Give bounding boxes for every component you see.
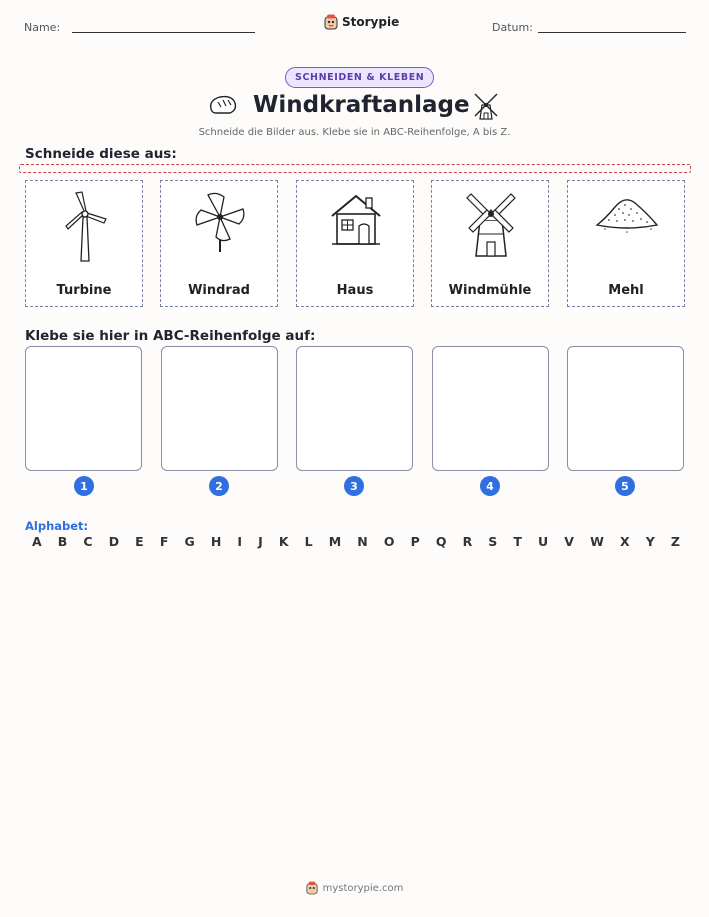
storypie-mascot-icon [306,881,318,895]
cut-card-turbine[interactable] [25,180,143,307]
house-icon [330,192,382,246]
cut-card-mehl[interactable] [567,180,685,307]
wind-turbine-icon [62,191,108,263]
letter: L [304,534,313,549]
cut-line [19,164,691,173]
card-label: Windmühle [448,283,532,298]
card-label: Windrad [188,283,250,298]
windmill-title-icon [472,91,500,121]
page-title: Windkraftanlage [253,92,470,118]
slot-number-3: 3 [344,476,364,496]
paste-slot-2[interactable] [161,346,278,471]
flour-pile-icon [595,195,659,235]
footer [0,881,709,895]
letter: E [135,534,144,549]
date-label: Datum: [492,21,533,34]
storypie-mascot-icon [324,14,338,30]
cut-card-windmuehle[interactable] [431,180,549,307]
name-field[interactable] [72,32,255,33]
instructions: Schneide die Bilder aus. Klebe sie in ABC-Reihenfolge, A bis Z. [198,127,511,138]
alphabet-row [32,534,680,549]
letter: J [258,534,263,549]
cut-card-windrad[interactable] [160,180,278,307]
paste-slot-3[interactable] [296,346,413,471]
letter: N [357,534,368,549]
letter: X [619,534,630,549]
footer-url[interactable]: mystorypie.com [322,882,404,894]
windmill-icon [463,190,519,258]
letter: D [108,534,120,549]
letter: M [328,534,342,549]
letter: Y [645,534,655,549]
letter: W [590,534,604,549]
letter: U [538,534,549,549]
date-field[interactable] [538,32,686,33]
slot-number-4: 4 [480,476,500,496]
letter: G [184,534,195,549]
letter: F [159,534,169,549]
cut-card-haus[interactable] [296,180,414,307]
card-label: Haus [336,283,374,298]
name-label: Name: [24,21,61,34]
alphabet-label: Alphabet: [25,519,89,533]
letter: I [237,534,243,549]
letter: R [462,534,473,549]
letter: C [83,534,93,549]
letter: H [210,534,222,549]
brand-logo [324,14,399,30]
letter: S [488,534,498,549]
card-label: Turbine [56,283,112,298]
letter: V [564,534,574,549]
letter: Q [435,534,447,549]
letter: K [278,534,289,549]
paste-slot-1[interactable] [25,346,142,471]
letter: O [383,534,395,549]
activity-badge: SCHNEIDEN & KLEBEN [285,67,434,88]
paste-heading: Klebe sie hier in ABC-Reihenfolge auf: [25,328,316,344]
letter: A [32,534,42,549]
pinwheel-icon [194,191,246,253]
letter: P [410,534,420,549]
slot-number-2: 2 [209,476,229,496]
paste-slot-5[interactable] [567,346,684,471]
brand-name: Storypie [342,15,400,29]
card-label: Mehl [608,283,644,298]
letter: Z [670,534,680,549]
cut-heading: Schneide diese aus: [25,146,177,162]
slot-number-5: 5 [615,476,635,496]
paste-slot-4[interactable] [432,346,549,471]
letter: B [57,534,68,549]
bread-icon [208,94,238,116]
slot-number-1: 1 [74,476,94,496]
letter: T [513,534,522,549]
